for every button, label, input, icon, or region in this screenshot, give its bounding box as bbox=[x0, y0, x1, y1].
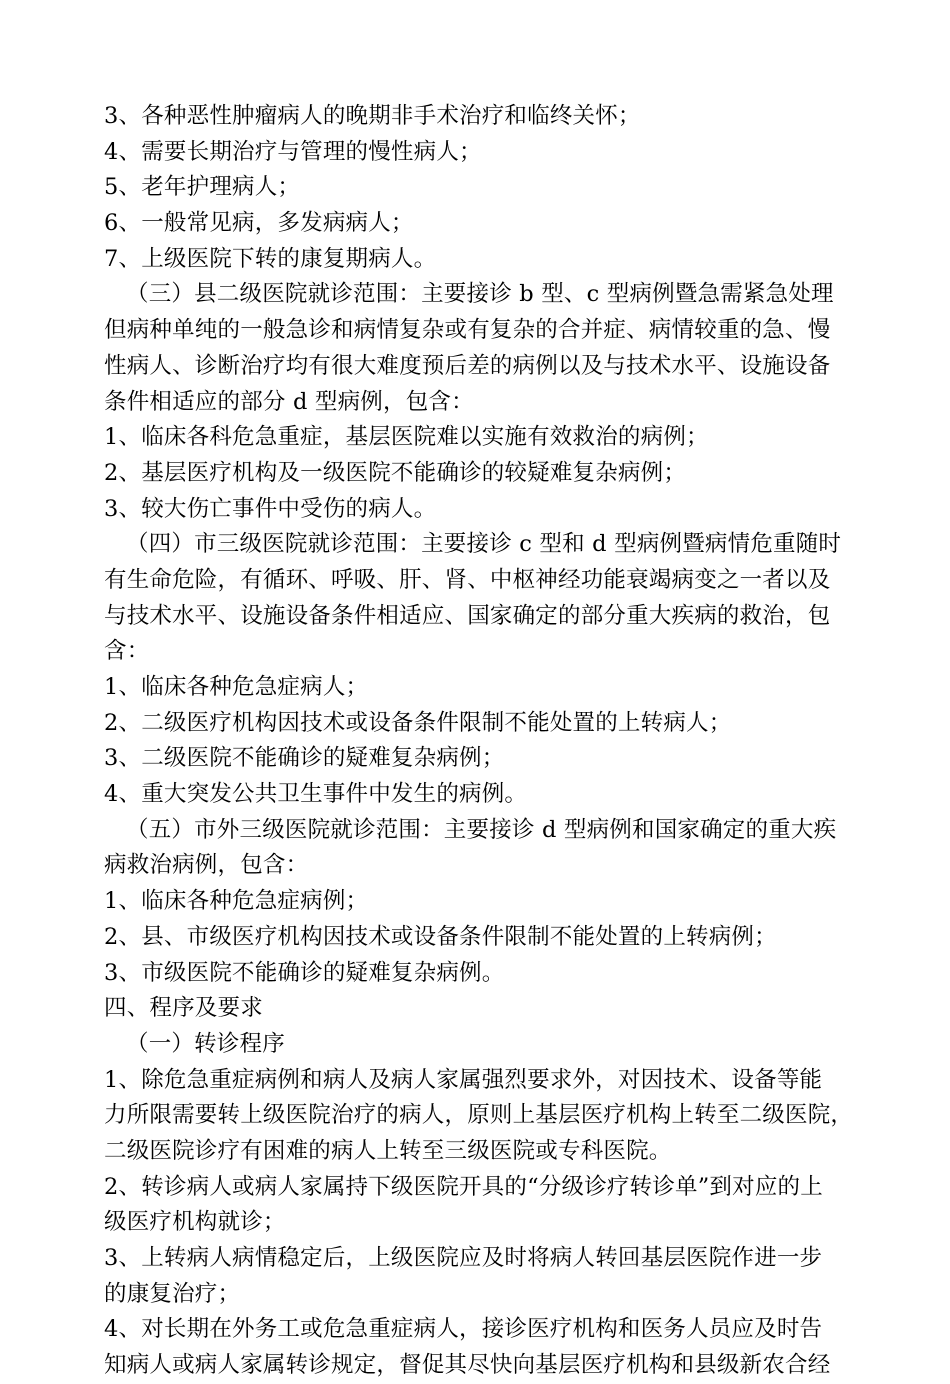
text-line: 2、县、市级医疗机构因技术或设备条件限制不能处置的上转病例； bbox=[104, 923, 777, 950]
text-line: 知病人或病人家属转诊规定，督促其尽快向基层医疗机构和县级新农合经 bbox=[104, 1352, 831, 1379]
text-line: 6、一般常见病，多发病病人； bbox=[104, 210, 414, 237]
text-line: 2、二级医疗机构因技术或设备条件限制不能处置的上转病人； bbox=[104, 709, 732, 736]
text-line: 含： bbox=[104, 638, 150, 665]
text-line: 3、较大伤亡事件中受伤的病人。 bbox=[104, 495, 437, 522]
text-line: 但病种单纯的一般急诊和病情复杂或有复杂的合并症、病情较重的急、慢 bbox=[104, 317, 831, 344]
text-line: 与技术水平、设施设备条件相适应、国家确定的部分重大疾病的救治，包 bbox=[104, 602, 831, 629]
text-line: 1、临床各种危急症病人； bbox=[104, 674, 369, 700]
text-line: 的康复治疗； bbox=[104, 1280, 241, 1307]
text-line: 4、对长期在外务工或危急重症病人，接诊医疗机构和医务人员应及时告 bbox=[104, 1316, 823, 1343]
text-line: 二级医院诊疗有困难的病人上转至三级医院或专科医院。 bbox=[104, 1137, 672, 1164]
text-line: （一）转诊程序 bbox=[126, 1030, 285, 1057]
text-line: 级医疗机构就诊； bbox=[104, 1209, 286, 1236]
text-line: 四、程序及要求 bbox=[104, 995, 263, 1022]
text-line: 7、上级医院下转的康复期病人。 bbox=[104, 245, 437, 272]
text-line: 1、临床各种危急症病例； bbox=[104, 888, 369, 915]
text-line: 3、上转病人病情稳定后，上级医院应及时将病人转回基层医院作进一步 bbox=[104, 1245, 823, 1271]
text-line: 力所限需要转上级医院治疗的病人，原则上基层医疗机构上转至二级医院， bbox=[104, 1102, 854, 1129]
text-line: 条件相适应的部分 d 型病例，包含： bbox=[104, 388, 474, 415]
text-line: 2、转诊病人或病人家属持下级医院开具的“分级诊疗转诊单”到对应的上 bbox=[104, 1173, 823, 1200]
text-line: 性病人、诊断治疗均有很大难度预后差的病例以及与技术水平、设施设备 bbox=[104, 352, 831, 379]
document-body bbox=[104, 99, 864, 1384]
text-line: 3、市级医院不能确诊的疑难复杂病例。 bbox=[104, 959, 505, 986]
text-line: 4、重大突发公共卫生事件中发生的病例。 bbox=[104, 781, 528, 808]
text-line: 1、除危急重症病例和病人及病人家属强烈要求外，对因技术、设备等能 bbox=[104, 1066, 823, 1093]
text-line: 3、各种恶性肿瘤病人的晚期非手术治疗和临终关怀； bbox=[104, 103, 641, 129]
text-line: 5、老年护理病人； bbox=[104, 174, 301, 201]
text-line: 2、基层医疗机构及一级医院不能确诊的较疑难复杂病例； bbox=[104, 459, 687, 486]
text-line: 病救治病例，包含： bbox=[104, 852, 309, 879]
text-line: 1、临床各科危急重症，基层医院难以实施有效救治的病例； bbox=[104, 424, 709, 451]
text-line: 3、二级医院不能确诊的疑难复杂病例； bbox=[104, 745, 505, 772]
text-line: （四）市三级医院就诊范围：主要接诊 c 型和 d 型病例暨病情危重随时 bbox=[126, 531, 842, 558]
text-line: （五）市外三级医院就诊范围：主要接诊 d 型病例和国家确定的重大疾 bbox=[126, 816, 837, 843]
text-line: （三）县二级医院就诊范围：主要接诊 b 型、c 型病例暨急需紧急处理 bbox=[126, 281, 834, 308]
text-line: 4、需要长期治疗与管理的慢性病人； bbox=[104, 138, 482, 165]
text-line: 有生命危险，有循环、呼吸、肝、肾、中枢神经功能衰竭病变之一者以及 bbox=[104, 566, 831, 593]
